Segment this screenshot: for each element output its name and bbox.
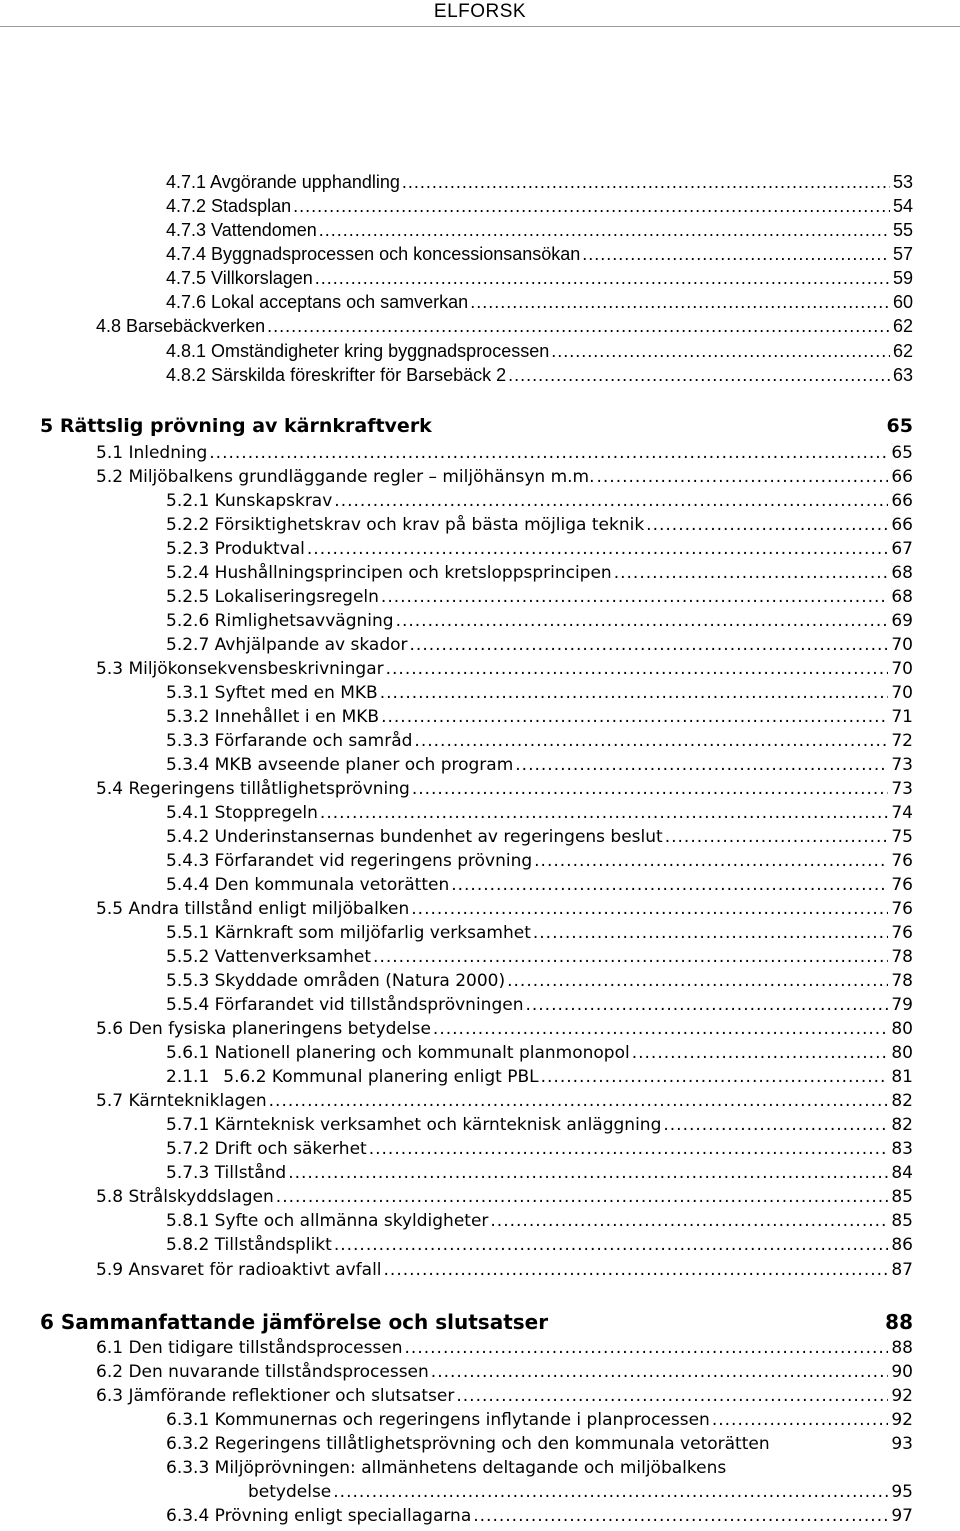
toc-entry[interactable]: 5.3.1 Syftet med en MKB ..... 70 [166,681,913,705]
toc-entry[interactable]: 6.3.3 Miljöprövningen: allmänhetens deltagande och miljöbalkens [166,1458,727,1478]
toc-entry[interactable]: 5.7.3 Tillstånd ..... 84 [166,1161,913,1185]
toc-entry[interactable]: 5.5.3 Skyddade områden (Natura 2000) ..... 78 [166,969,913,993]
toc-entry[interactable]: 5.8 Strålskyddslagen ..... 85 [96,1185,913,1209]
toc-entry[interactable]: 5.4 Regeringens tillåtlighetsprövning ..... 73 [96,777,913,801]
toc-entry[interactable]: 5.2.2 Försiktighetskrav och krav på bästa möjliga teknik ..... 66 [166,513,913,537]
toc-entry[interactable]: 2.1.1 5.6.2 Kommunal planering enligt PBL ..... 81 [166,1065,913,1089]
toc-entry[interactable]: 5.2 Miljöbalkens grundläggande regler – miljöhänsyn m.m. ..... 66 [96,465,913,489]
toc-chapter[interactable]: 6 Sammanfattande jämförelse och slutsatser 88 [40,1310,913,1334]
toc-entry[interactable]: 6.2 Den nuvarande tillståndsprocessen ..... 90 [96,1360,913,1384]
toc-entry[interactable]: 5.3.3 Förfarande och samråd ..... 72 [166,729,913,753]
toc-entry[interactable]: 4.7.2 Stadsplan ..... 54 [166,194,913,218]
toc-entry[interactable]: 6.3 Jämförande reflektioner och slutsatser ..... 92 [96,1384,913,1408]
toc-entry[interactable]: 5.2.6 Rimlighetsavvägning ..... 69 [166,609,913,633]
toc-entry[interactable]: 5.2.1 Kunskapskrav ..... 66 [166,489,913,513]
toc-entry[interactable]: 4.7.5 Villkorslagen ..... 59 [166,266,913,290]
header-title: ELFORSK [433,1,527,22]
toc-entry[interactable]: 5.5.4 Förfarandet vid tillståndsprövningen ..... 79 [166,993,913,1017]
toc-entry[interactable]: 4.7.3 Vattendomen ..... 55 [166,218,913,242]
toc-entry[interactable]: 5.7.2 Drift och säkerhet ..... 83 [166,1137,913,1161]
toc-entry[interactable]: 5.2.3 Produktval ..... 67 [166,537,913,561]
toc-entry[interactable]: 6.3.1 Kommunernas och regeringens inflytande i planprocessen ..... 92 [166,1408,913,1432]
toc-entry[interactable]: 6.3.4 Prövning enligt speciallagarna ..... 97 [166,1504,913,1528]
toc-entry[interactable]: 5.6 Den fysiska planeringens betydelse ..... 80 [96,1017,913,1041]
toc-entry[interactable]: 4.8.1 Omständigheter kring byggnadsprocessen ..... 62 [166,339,913,363]
toc-entry[interactable]: 5.7.1 Kärnteknisk verksamhet och kärnteknisk anläggning ..... 82 [166,1113,913,1137]
toc-entry[interactable]: 5.4.3 Förfarandet vid regeringens prövning ..... 76 [166,849,913,873]
toc-entry[interactable]: 5.1 Inledning ..... 65 [96,441,913,465]
toc-entry[interactable]: 6.3.2 Regeringens tillåtlighetsprövning och den kommunala vetorätten 93 [166,1434,913,1454]
toc-entry[interactable]: 4.7.1 Avgörande upphandling ..... 53 [166,170,913,194]
toc-entry[interactable]: 4.7.6 Lokal acceptans och samverkan ..... 60 [166,290,913,314]
toc-chapter[interactable]: 5 Rättslig prövning av kärnkraftverk 65 [40,415,913,437]
toc-entry[interactable]: 5.3.2 Innehållet i en MKB ..... 71 [166,705,913,729]
toc-entry[interactable]: 4.8.2 Särskilda föreskrifter för Barsebäck 2 ..... 63 [166,363,913,387]
toc-entry[interactable]: 5.4.1 Stoppregeln ..... 74 [166,801,913,825]
toc-entry[interactable]: 5.9 Ansvaret för radioaktivt avfall ..... 87 [96,1258,913,1282]
toc-entry[interactable]: betydelse ..... 95 [248,1480,913,1504]
toc-entry[interactable]: 4.8 Barsebäckverken ..... 62 [96,314,913,338]
toc-entry[interactable]: 4.7.4 Byggnadsprocessen och koncessionsansökan ..... 57 [166,242,913,266]
toc-entry[interactable]: 5.2.5 Lokaliseringsregeln ..... 68 [166,585,913,609]
toc-entry[interactable]: 5.3 Miljökonsekvensbeskrivningar ..... 70 [96,657,913,681]
toc-entry[interactable]: 5.4.2 Underinstansernas bundenhet av regeringens beslut ..... 75 [166,825,913,849]
toc-entry[interactable]: 5.2.7 Avhjälpande av skador ..... 70 [166,633,913,657]
toc-entry[interactable]: 5.3.4 MKB avseende planer och program ..... 73 [166,753,913,777]
toc-entry[interactable]: 5.5 Andra tillstånd enligt miljöbalken ..... 76 [96,897,913,921]
toc-entry[interactable]: 5.6.1 Nationell planering och kommunalt planmonopol ..... 80 [166,1041,913,1065]
page-header [0,0,960,27]
toc-entry[interactable]: 5.7 Kärntekniklagen ..... 82 [96,1089,913,1113]
toc-entry[interactable]: 5.5.1 Kärnkraft som miljöfarlig verksamhet ..... 76 [166,921,913,945]
toc-entry[interactable]: 5.8.1 Syfte och allmänna skyldigheter ..... 85 [166,1209,913,1233]
toc-entry[interactable]: 5.2.4 Hushållningsprincipen och kretsloppsprincipen ..... 68 [166,561,913,585]
toc-entry[interactable]: 5.8.2 Tillståndsplikt ..... 86 [166,1233,913,1257]
toc-entry[interactable]: 5.5.2 Vattenverksamhet ..... 78 [166,945,913,969]
toc-entry[interactable]: 5.4.4 Den kommunala vetorätten ..... 76 [166,873,913,897]
toc-entry[interactable]: 6.1 Den tidigare tillståndsprocessen ..... 88 [96,1336,913,1360]
